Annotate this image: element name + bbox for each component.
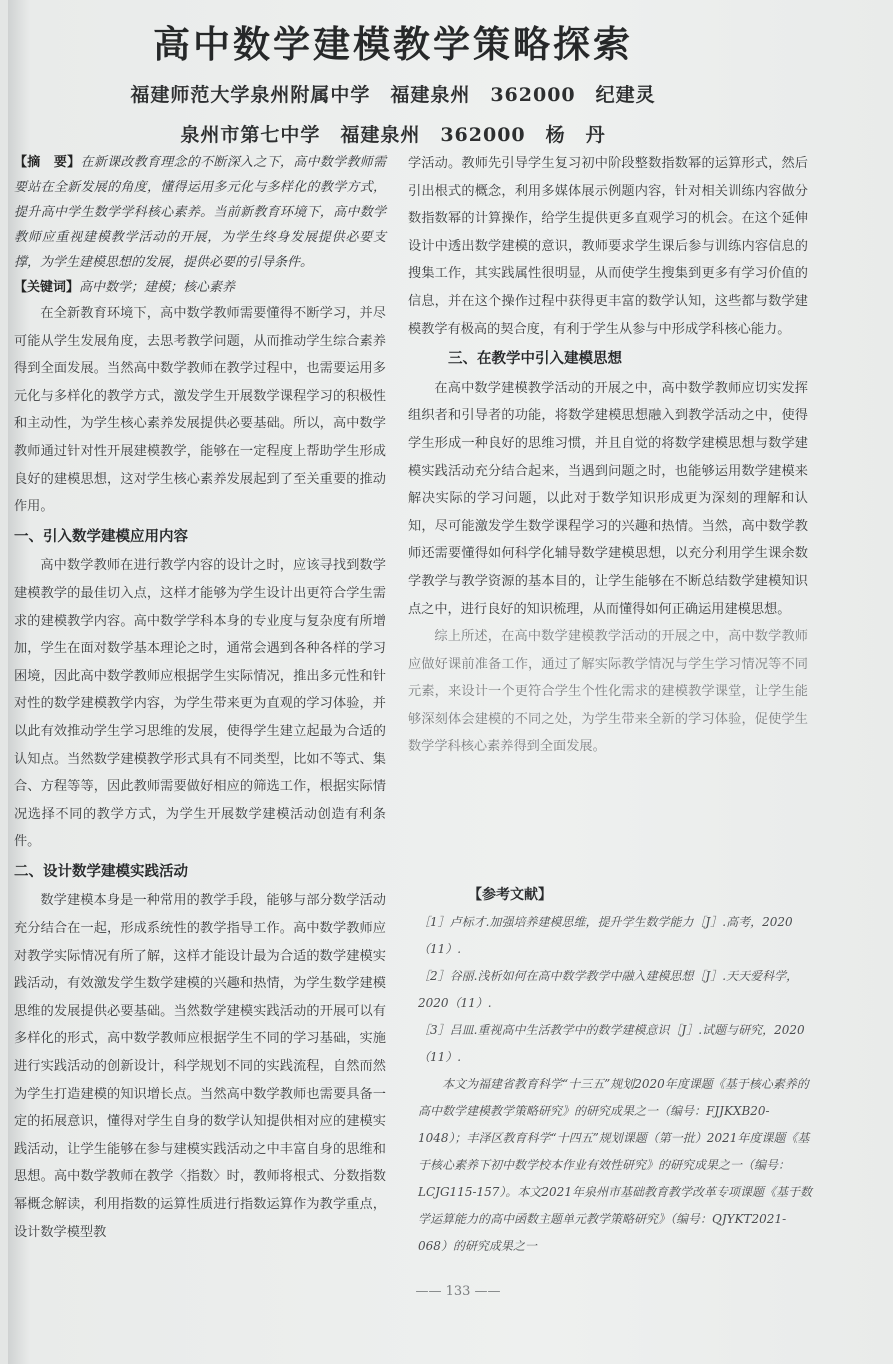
author-line-1: 福建师范大学泉州附属中学 福建泉州 362000 纪建灵 (130, 84, 656, 106)
intro-paragraph: 在全新教育环境下，高中数学教师需要懂得不断学习，并尽可能从学生发展角度，去思考教学问题，从而推动学生综合素养得到全面发展。当然高中数学教师在教学过程中，也需要运用多元化与多样化的教学方式，激发学生开展数学课程学习的积极性和主动性，为学生核心素养发展提供必要基础。所以，高中数学教师通过针对性开展建模教学，能够在一定程度上帮助学生形成良好的建模思想，这对学生核心素养发展起到了至关重要的推动作用。 (14, 306, 386, 515)
references (418, 882, 814, 1260)
page-number: —— 133 —— (415, 1284, 501, 1299)
section-heading-3: 三、在教学中引入建模思想 (448, 350, 622, 368)
section-2-paragraph-cont: 学活动。教师先引导学生复习初中阶段整数指数幂的运算形式，然后引出根式的概念，利用多媒体展示例题内容，针对相关训练内容做分数指数幂的计算操作，给学生提供更多直观学习的机会。在这个延伸设计中透出数学建模的意识，教师要求学生课后参与训练内容信息的搜集工作，其实践属性很明显，从而使学生搜集到更多有学习价值的信息，并在这个操作过程中获得更丰富的数学认知，这些都与数学建模教学有极高的契合度，有利于学生从参与中形成学科核心能力。 (408, 156, 808, 337)
section-1-paragraph: 高中数学教师在进行教学内容的设计之时，应该寻找到数学建模教学的最佳切入点，这样才能够为学生设计出更符合学生需求的建模教学内容。高中数学学科本身的专业度与复杂度有所增加，学生在面对数学基本理论之时，通常会遇到各种各样的学习困境，因此高中数学教师应根据学生实际情况，推出多元性和针对性的数学建模教学内容，为学生带来更为直观的学习体验，并以此有效推动学生学习思维的发展，使得学生建立起最为合适的认知点。当然数学建模教学形式具有不同类型，比如不等式、集合、方程等等，因此教师需要做好相应的筛选工作，根据实际情况选择不同的教学方式，为学生开展数学建模活动创造有利条件。 (14, 558, 386, 850)
abstract (14, 150, 386, 275)
keywords-label: 【关键词】 (14, 280, 80, 295)
author-line-2: 泉州市第七中学 福建泉州 362000 杨 丹 (180, 124, 606, 146)
keywords (14, 275, 386, 300)
right-column (408, 150, 808, 761)
reference-item: ［3］吕皿.重视高中生活教学中的数学建模意识［J］.试题与研究，2020（11）. (418, 1023, 805, 1064)
references-heading: 【参考文献】 (468, 887, 552, 903)
paper-page (8, 0, 893, 1364)
section-3-paragraph: 在高中数学建模教学活动的开展之中，高中数学教师应切实发挥组织者和引导者的功能，将数学建模思想融入到教学活动之中，使得学生形成一种良好的思维习惯，并且自觉的将数学建模思想与数学建模实践活动充分结合起来，当遇到问题之时，也能够运用数学建模来解决实际的学习问题，以此对于数学知识形成更为深刻的理解和认知，尽可能激发学生数学课程学习的兴趣和热情。当然，高中数学教师还需要懂得如何科学化辅导数学建模思想，以充分利用学生课余数学教学与教学资源的基本目的，让学生能够在不断总结数学建模知识点之中，进行良好的知识梳理，从而懂得如何正确运用建模思想。 (408, 380, 808, 617)
article-title: 高中数学建模教学策略探索 (153, 22, 633, 66)
left-column (14, 150, 386, 1246)
keywords-text: 高中数学；建模；核心素养 (79, 280, 236, 295)
abstract-label: 【摘 要】 (14, 155, 81, 170)
abstract-text: 在新课改教育理念的不断深入之下，高中数学教师需要站在全新发展的角度，懂得运用多元化与多样化的教学方式，提升高中学生数学学科核心素养。当前新教育环境下，高中数学教师应重视建模教学活动的开展，为学生终身发展提供必要支撑，为学生建模思想的发展，提供必要的引导条件。 (14, 155, 386, 270)
section-heading-2: 二、设计数学建模实践活动 (14, 862, 188, 880)
reference-item: ［1］卢标才.加强培养建模思维，提升学生数学能力［J］.高考，2020（11）. (418, 915, 793, 956)
reference-item: ［2］谷丽.浅析如何在高中数学教学中融入建模思想［J］.天天爱科学，2020（11）. (418, 969, 799, 1010)
funding-note: 本文为福建省教育科学“十三五”规划2020年度课题《基于核心素养的高中数学建模教学策略研究》的研究成果之一（编号：FJJKXB20-1048）；丰泽区教育科学“十四五”规划课题（第一批）2021年度课题《基于核心素养下初中数学校本作业有效性研究》的研究成果之一（编号：LCJG115-157）。本文2021年泉州市基础教育教学改革专项课题《基于数学运算能力的高中函数主题单元教学策略研究》（编号：QJYKT2021-068）的研究成果之一 (418, 1077, 812, 1253)
section-heading-1: 一、引入数学建模应用内容 (14, 527, 188, 545)
section-2-paragraph: 数学建模本身是一种常用的教学手段，能够与部分数学活动充分结合在一起，形成系统性的教学指导工作。高中数学教师应对教学实际情况有所了解，这样才能设计最为合适的数学建模实践活动，有效激发学生数学建模的兴趣和热情，为学生数学建模思维的发展提供必要基础。当然数学建模实践活动的开展可以有多样化的形式，高中数学教师应根据学生不同的学习基础，实施进行实践活动的创新设计，科学规划不同的实践流程，自然而然为学生打造建模的知识增长点。当然高中数学教师也需要具备一定的拓展意识，懂得对学生自身的数学认知提供相对应的建模实践活动，让学生能够在参与建模实践活动之中丰富自身的思维和思想。高中数学教师在教学〈指数〉时，教师将根式、分数指数幂概念解读，利用指数的运算性质进行指数运算作为教学重点，设计数学模型教 (14, 893, 386, 1240)
conclusion-paragraph: 综上所述，在高中数学建模教学活动的开展之中，高中数学教师应做好课前准备工作，通过了解实际教学情况与学生学习情况等不同元素，来设计一个更符合学生个性化需求的建模教学课堂，让学生能够深刻体会建模的不同之处，为学生带来全新的学习体验，促使学生数学学科核心素养得到全面发展。 (408, 629, 808, 755)
